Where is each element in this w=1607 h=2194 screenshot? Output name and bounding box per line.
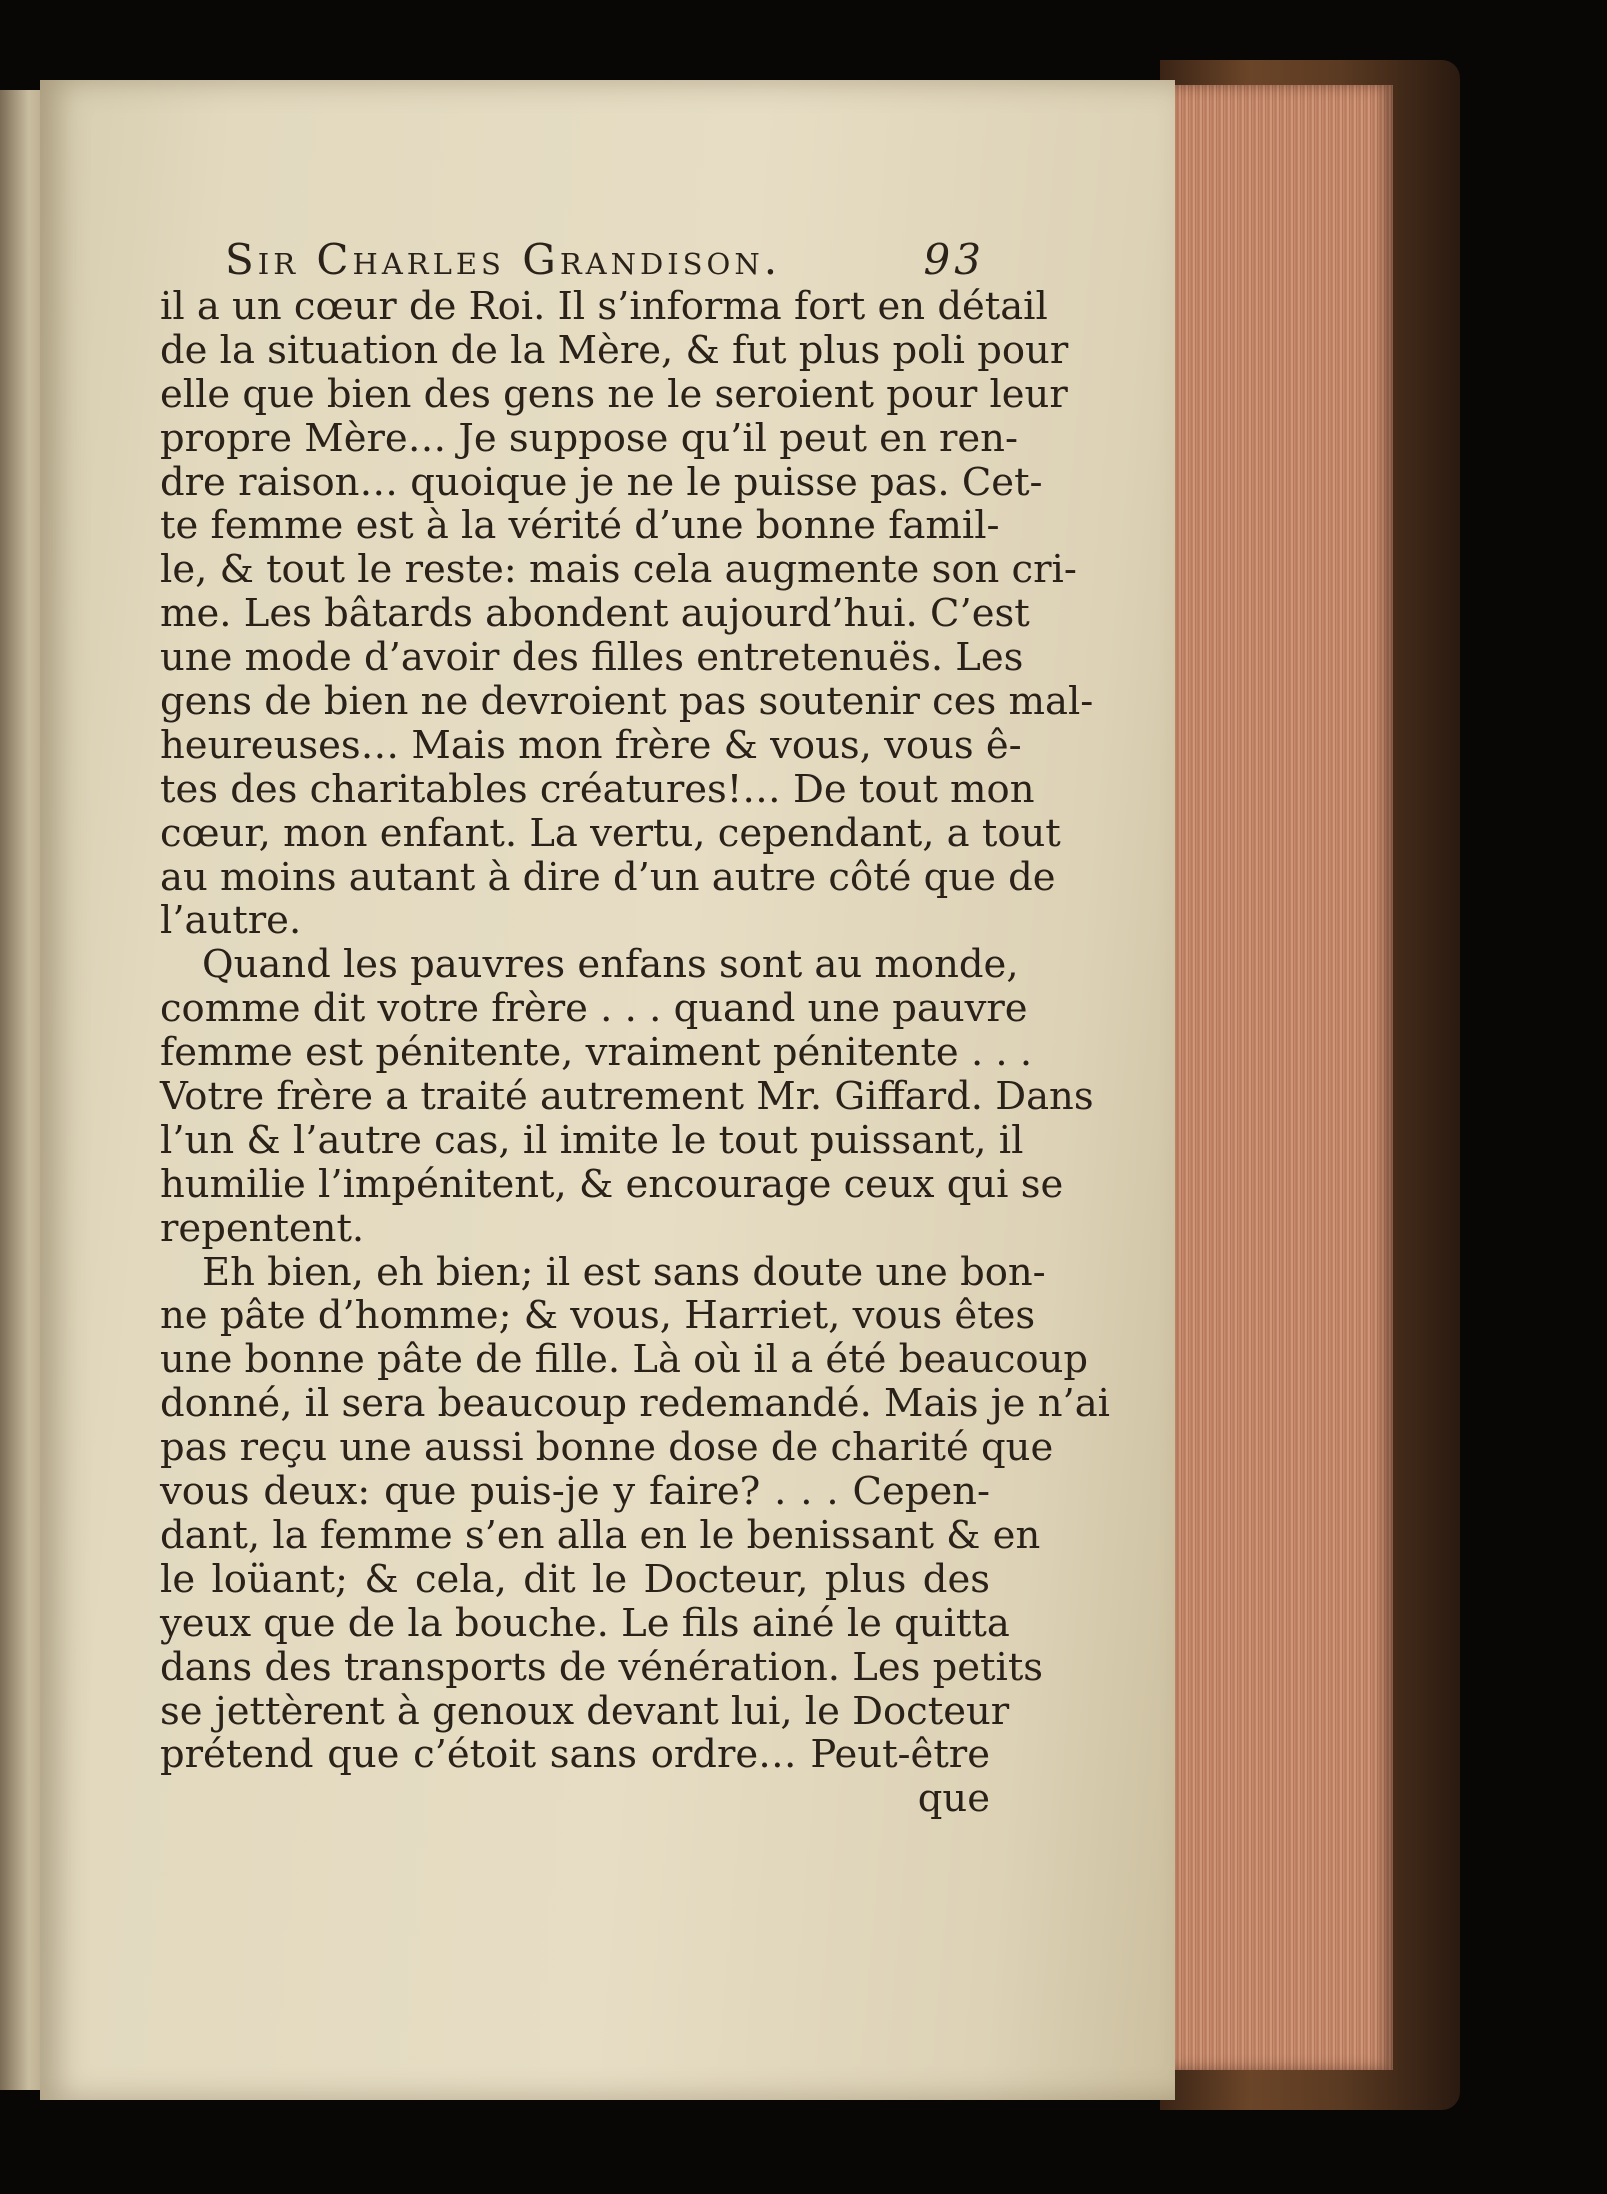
text-line: elle que bien des gens ne le seroient pour leur bbox=[160, 371, 1068, 417]
text-line: comme dit votre frère . . . quand une pauvre bbox=[160, 986, 1028, 1032]
text-line: se jettèrent à genoux devant lui, le Docteur bbox=[160, 1688, 1010, 1734]
text-line: gens de bien ne devroient pas soutenir ces mal- bbox=[160, 679, 1094, 725]
text-line: l’un & l’autre cas, il imite le tout puissant, il bbox=[160, 1117, 1024, 1163]
text-line: vous deux: que puis-je y faire? . . . Cepen- bbox=[160, 1469, 990, 1515]
text-line: Quand les pauvres enfans sont au monde, bbox=[202, 942, 1019, 988]
text-line: au moins autant à dire d’un autre côté que de bbox=[160, 854, 1056, 900]
text-line: tes des charitables créatures!… De tout mon bbox=[160, 766, 1035, 812]
text-line: une mode d’avoir des filles entretenuës. Les bbox=[160, 635, 1024, 681]
text-line: ne pâte d’homme; & vous, Harriet, vous êtes bbox=[160, 1293, 1036, 1339]
text-line: cœur, mon enfant. La vertu, cependant, a tout bbox=[160, 810, 1061, 856]
text-line: l’autre. bbox=[160, 898, 302, 944]
text-line: pas reçu une aussi bonne dose de charité que bbox=[160, 1425, 1054, 1471]
text-line: prétend que c’étoit sans ordre… Peut-être bbox=[160, 1732, 990, 1778]
page-number: 93 bbox=[923, 235, 985, 284]
text-line: une bonne pâte de fille. Là où il a été beaucoup bbox=[160, 1337, 1089, 1383]
text-line: humilie l’impénitent, & encourage ceux qui se bbox=[160, 1161, 1064, 1207]
text-line: repentent. bbox=[160, 1205, 365, 1251]
body-text bbox=[160, 284, 1110, 1822]
text-line: de la situation de la Mère, & fut plus poli pour bbox=[160, 327, 1069, 373]
text-line: propre Mère… Je suppose qu’il peut en ren- bbox=[160, 415, 1018, 461]
text-line: Eh bien, eh bien; il est sans doute une bon- bbox=[202, 1249, 1046, 1295]
text-line: dans des transports de vénération. Les petits bbox=[160, 1644, 1044, 1690]
text-line: heureuses… Mais mon frère & vous, vous ê- bbox=[160, 722, 1022, 768]
text-line: il a un cœur de Roi. Il s’informa fort en détail bbox=[160, 284, 1048, 329]
page-edges bbox=[1175, 85, 1393, 2070]
text-line: femme est pénitente, vraiment pénitente . . . bbox=[160, 1030, 1033, 1076]
text-line: dre raison… quoique je ne le puisse pas. Cet- bbox=[160, 459, 1043, 505]
running-title: Sir Charles Grandison. bbox=[225, 235, 782, 284]
text-line: me. Les bâtards abondent aujourd’hui. C’est bbox=[160, 591, 1030, 637]
text-line: le loüant; & cela, dit le Docteur, plus des bbox=[160, 1556, 990, 1602]
text-line: dant, la femme s’en alla en le benissant & en bbox=[160, 1512, 1041, 1558]
text-line: yeux que de la bouche. Le fils ainé le quitta bbox=[160, 1600, 1010, 1646]
running-header bbox=[225, 235, 985, 285]
text-line: que bbox=[917, 1776, 990, 1822]
text-line: te femme est à la vérité d’une bonne famil- bbox=[160, 503, 1000, 549]
text-line: donné, il sera beaucoup redemandé. Mais je n’ai bbox=[160, 1381, 1110, 1427]
text-line: le, & tout le reste: mais cela augmente son cri- bbox=[160, 547, 1077, 593]
text-line: Votre frère a traité autrement Mr. Giffard. Dans bbox=[160, 1074, 1094, 1120]
